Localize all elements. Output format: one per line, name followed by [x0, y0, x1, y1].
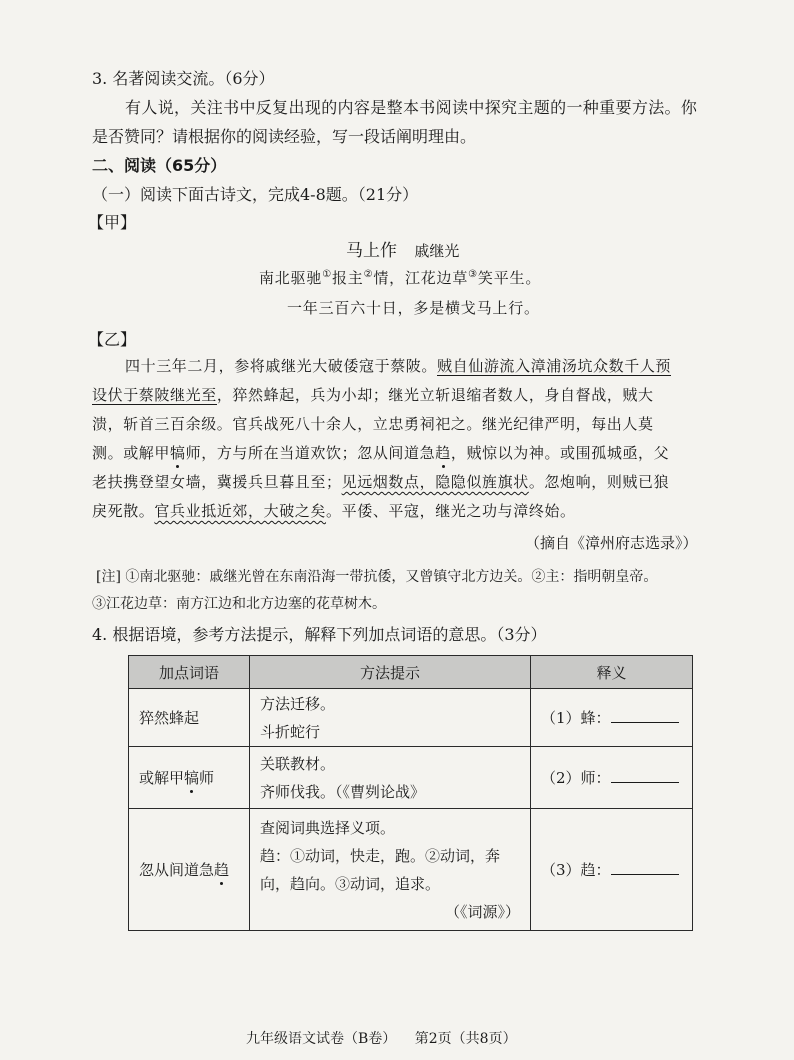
answer-blank[interactable]: [611, 708, 679, 723]
table-row: [129, 809, 693, 931]
yi-source: （摘自《漳州府志选录》）: [525, 534, 698, 552]
word-part: 忽从间道急: [139, 861, 215, 879]
yi-line3: 溃，斩首三百余级。官兵战死八十余人，立忠勇祠祀之。继光纪律严明，每出人莫: [92, 415, 654, 433]
row3-answer: [531, 809, 693, 931]
yi-underlined-sentence: 贼自仙游流入漳浦汤坑众数千人预: [437, 357, 672, 375]
yi-text: 。忽炮响，则贼已狼: [528, 473, 670, 491]
word-part: 或解甲: [139, 769, 185, 787]
method-line: 斗折蛇行: [260, 722, 321, 741]
yi-text: 师，方与所在当道欢饮；忽从间道急: [185, 444, 436, 462]
poem-line1-part: 报主: [331, 269, 364, 287]
yi-text: ，兵为小却；继光立斩退缩者数人，身自督战，贼大: [294, 386, 654, 404]
yi-label: 【乙】: [88, 330, 137, 349]
yi-line6: [92, 500, 576, 521]
q3-title: 3. 名著阅读交流。（6分）: [92, 69, 275, 88]
poem-line1: [259, 267, 541, 288]
row2-answer: [531, 747, 693, 809]
header-word: 加点词语: [129, 656, 250, 689]
table-row: [129, 747, 693, 809]
dotted-word-qu: 趋: [214, 861, 230, 879]
method-line: 趋：①动词，快走，跑。②动词，奔: [260, 846, 501, 865]
answer-blank[interactable]: [611, 860, 679, 875]
table-row: [129, 689, 693, 747]
notes-line2: ③江花边草：南方江边和北方边塞的花草树木。: [92, 596, 386, 612]
notes-line1: [注] ①南北驱驰：戚继光曾在东南沿海一带抗倭，又曾镇守北方边关。②主：指明朝皇帝。: [96, 569, 658, 585]
q3-line1: 有人说，关注书中反复出现的内容是整本书阅读中探究主题的一种重要方法。你: [125, 98, 698, 117]
header-meaning: 释义: [531, 656, 693, 689]
row3-word: [129, 809, 250, 931]
row3-method: [250, 809, 531, 931]
q4-title: 4. 根据语境，参考方法提示，解释下列加点词语的意思。（3分）: [92, 625, 547, 644]
yi-text: 老扶携登望女墙，冀援兵旦暮且至；: [92, 473, 342, 491]
answer-label: （2）师：: [541, 769, 611, 787]
answer-label: （1）蜂：: [541, 709, 611, 727]
poem-line1-part: 笑平生。: [477, 269, 542, 287]
word-part: 师: [199, 769, 215, 787]
yi-text: 。平倭、平寇，继光之功与漳终始。: [326, 502, 576, 520]
q3-line2: 是否赞同？请根据你的阅读经验，写一段话阐明理由。: [92, 127, 477, 146]
yi-line5: [92, 471, 669, 492]
poem-title-line: [346, 236, 459, 261]
yi-text: 猝然蜂起: [232, 386, 295, 404]
dotted-word-qu: 趋: [435, 444, 451, 462]
yi-line4: [92, 442, 669, 463]
jia-label: 【甲】: [88, 213, 137, 232]
method-line: 向，趋向。③动词，追求。: [260, 874, 441, 893]
poem-title: 马上作: [346, 241, 397, 261]
poem-line1-part: 南北驱驰: [259, 269, 323, 287]
answer-label: （3）趋：: [541, 861, 611, 879]
table-header-row: [129, 656, 693, 689]
vocab-table: [128, 655, 693, 931]
note-marker-2: ②: [363, 269, 374, 280]
method-line: 方法迁移。: [260, 694, 336, 713]
yi-text: 四十三年二月，参将戚继光大破倭寇于蔡陂。: [125, 357, 438, 375]
yi-line2: [92, 384, 654, 405]
yi-text: ，贼惊以为神。或围孤城亟，父: [450, 444, 670, 462]
dotted-word-kao: 犒: [184, 769, 200, 787]
row1-word: 猝然蜂起: [129, 689, 250, 747]
row1-method: [250, 689, 531, 747]
poem-line1-part: 情，江花边草: [373, 269, 469, 287]
yi-text: 测。或解甲: [92, 444, 171, 462]
method-source: （《词源》）: [444, 902, 520, 921]
yi-text: ，: [216, 386, 233, 404]
row2-word: [129, 747, 250, 809]
note-marker-1: ①: [322, 269, 332, 280]
header-method: 方法提示: [250, 656, 531, 689]
answer-blank[interactable]: [611, 768, 679, 783]
method-line: 齐师伐我。（《曹刿论战》: [260, 782, 426, 801]
poem-author: 戚继光: [414, 242, 460, 260]
row1-answer: [531, 689, 693, 747]
footer-page-number: 第2页（共8页）: [414, 1031, 517, 1047]
footer-exam-name: 九年级语文试卷（B卷）: [246, 1031, 397, 1047]
section2-part1: （一）阅读下面古诗文，完成4-8题。（21分）: [92, 185, 419, 204]
yi-wavy-sentence: 官兵业抵近郊，大破之矣: [154, 502, 327, 520]
yi-underlined-sentence: 设伏于蔡陂继光至: [92, 386, 217, 404]
dotted-word-kao: 犒: [170, 444, 186, 462]
method-line: 关联教材。: [260, 754, 336, 773]
poem-line2: 一年三百六十日，多是横戈马上行。: [287, 299, 540, 317]
yi-text: 戾死散。: [92, 502, 155, 520]
section2-title: 二、阅读（65分）: [92, 156, 227, 175]
page-footer: [246, 1028, 517, 1048]
yi-line1: [125, 355, 671, 376]
note-marker-3: ③: [468, 269, 478, 280]
row2-method: [250, 747, 531, 809]
yi-wavy-sentence: 见远烟数点，隐隐似旌旗状: [341, 473, 529, 491]
method-line: 查阅词典选择义项。: [260, 818, 396, 837]
